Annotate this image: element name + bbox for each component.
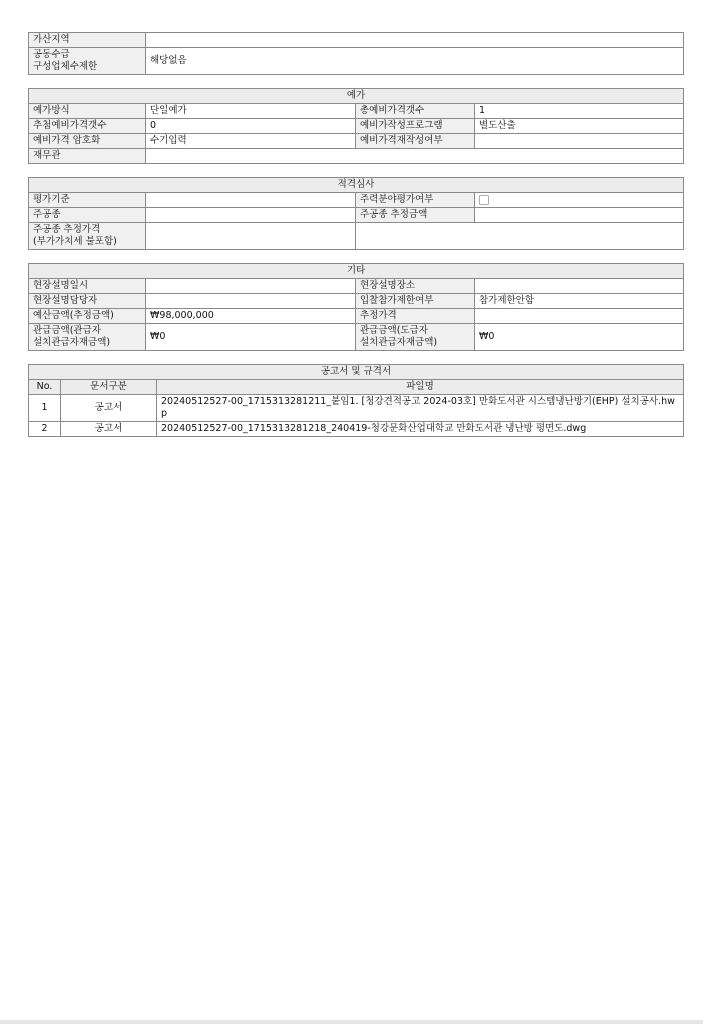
price-method-value: 단일예가 xyxy=(146,104,356,119)
docs-table xyxy=(28,364,684,437)
main-price-label xyxy=(29,223,146,250)
doc-type: 공고서 xyxy=(61,422,157,437)
site-person-label: 현장설명담당자 xyxy=(29,294,146,309)
col-file-header: 파일명 xyxy=(157,380,684,395)
encrypt-value: 수기입력 xyxy=(146,134,356,149)
col-type-header: 문서구분 xyxy=(61,380,157,395)
budget-label: 예산금액(추정금액) xyxy=(29,309,146,324)
main-amount-value xyxy=(475,208,684,223)
supply-label-line1: 관급금액(관급자 xyxy=(33,325,101,336)
eval-section-title: 적격심사 xyxy=(29,178,684,193)
joint-supply-label-line2: 구성업체수제한 xyxy=(33,61,98,72)
table-row xyxy=(29,422,684,437)
program-label: 예비가작성프로그램 xyxy=(356,119,475,134)
price-method-label: 예가방식 xyxy=(29,104,146,119)
region-label: 가산지역 xyxy=(29,33,146,48)
major-field-checkbox[interactable] xyxy=(479,195,489,205)
main-price-value xyxy=(146,223,356,250)
region-value xyxy=(146,33,684,48)
contract-label xyxy=(356,324,475,351)
doc-no: 1 xyxy=(29,395,61,422)
draw-count-value: 0 xyxy=(146,119,356,134)
main-type-label: 주공종 xyxy=(29,208,146,223)
eval-table xyxy=(28,177,684,250)
criteria-value xyxy=(146,193,356,208)
etc-table xyxy=(28,263,684,351)
draw-count-label: 추첨예비가격갯수 xyxy=(29,119,146,134)
main-amount-label: 주공종 추정금액 xyxy=(356,208,475,223)
site-person-value xyxy=(146,294,356,309)
site-date-value xyxy=(146,279,356,294)
finance-label: 재무관 xyxy=(29,149,146,164)
contract-value: ₩0 xyxy=(475,324,684,351)
main-price-label-line1: 주공종 추정가격 xyxy=(33,224,101,235)
price-section-title: 예가 xyxy=(29,89,684,104)
contract-label-line1: 관급금액(도급자 xyxy=(360,325,428,336)
site-place-value xyxy=(475,279,684,294)
region-table xyxy=(28,32,684,75)
main-type-value xyxy=(146,208,356,223)
supply-value: ₩0 xyxy=(146,324,356,351)
joint-supply-label xyxy=(29,48,146,75)
col-no-header: No. xyxy=(29,380,61,395)
site-date-label: 현장설명일시 xyxy=(29,279,146,294)
etc-section-title: 기타 xyxy=(29,264,684,279)
est-price-label: 추정가격 xyxy=(356,309,475,324)
contract-label-line2: 설치관급자재금액) xyxy=(360,337,438,348)
budget-value: ₩98,000,000 xyxy=(146,309,356,324)
main-price-label-line2: (부가가치세 불포함) xyxy=(33,236,117,247)
main-price-empty xyxy=(356,223,684,250)
doc-file-link[interactable]: 20240512527-00_1715313281211_붙임1. [청강견적공고 2024-03호] 만화도서관 시스템냉난방기(EHP) 설치공사.hwp xyxy=(157,395,684,422)
major-field-cell xyxy=(475,193,684,208)
doc-type: 공고서 xyxy=(61,395,157,422)
rewrite-value xyxy=(475,134,684,149)
price-table xyxy=(28,88,684,164)
joint-supply-label-line1: 공동수급 xyxy=(33,49,70,60)
doc-file-link[interactable]: 20240512527-00_1715313281218_240419-청강문화산업대학교 만화도서관 냉난방 평면도.dwg xyxy=(157,422,684,437)
finance-value xyxy=(146,149,684,164)
encrypt-label: 예비가격 암호화 xyxy=(29,134,146,149)
supply-label-line2: 설치관급자재금액) xyxy=(33,337,111,348)
bid-limit-label: 입찰참가제한여부 xyxy=(356,294,475,309)
site-place-label: 현장설명장소 xyxy=(356,279,475,294)
doc-no: 2 xyxy=(29,422,61,437)
table-row xyxy=(29,395,684,422)
rewrite-label: 예비가격재작성여부 xyxy=(356,134,475,149)
criteria-label: 평가기준 xyxy=(29,193,146,208)
bottom-divider xyxy=(0,1020,703,1024)
supply-label xyxy=(29,324,146,351)
joint-supply-value: 해당없음 xyxy=(146,48,684,75)
bid-limit-value: 참가제한안함 xyxy=(475,294,684,309)
total-count-value: 1 xyxy=(475,104,684,119)
total-count-label: 총예비가격갯수 xyxy=(356,104,475,119)
major-field-label: 주력분야평가여부 xyxy=(356,193,475,208)
bid-detail-page xyxy=(28,32,684,437)
program-value: 별도산출 xyxy=(475,119,684,134)
est-price-value xyxy=(475,309,684,324)
docs-section-title: 공고서 및 규격서 xyxy=(29,365,684,380)
